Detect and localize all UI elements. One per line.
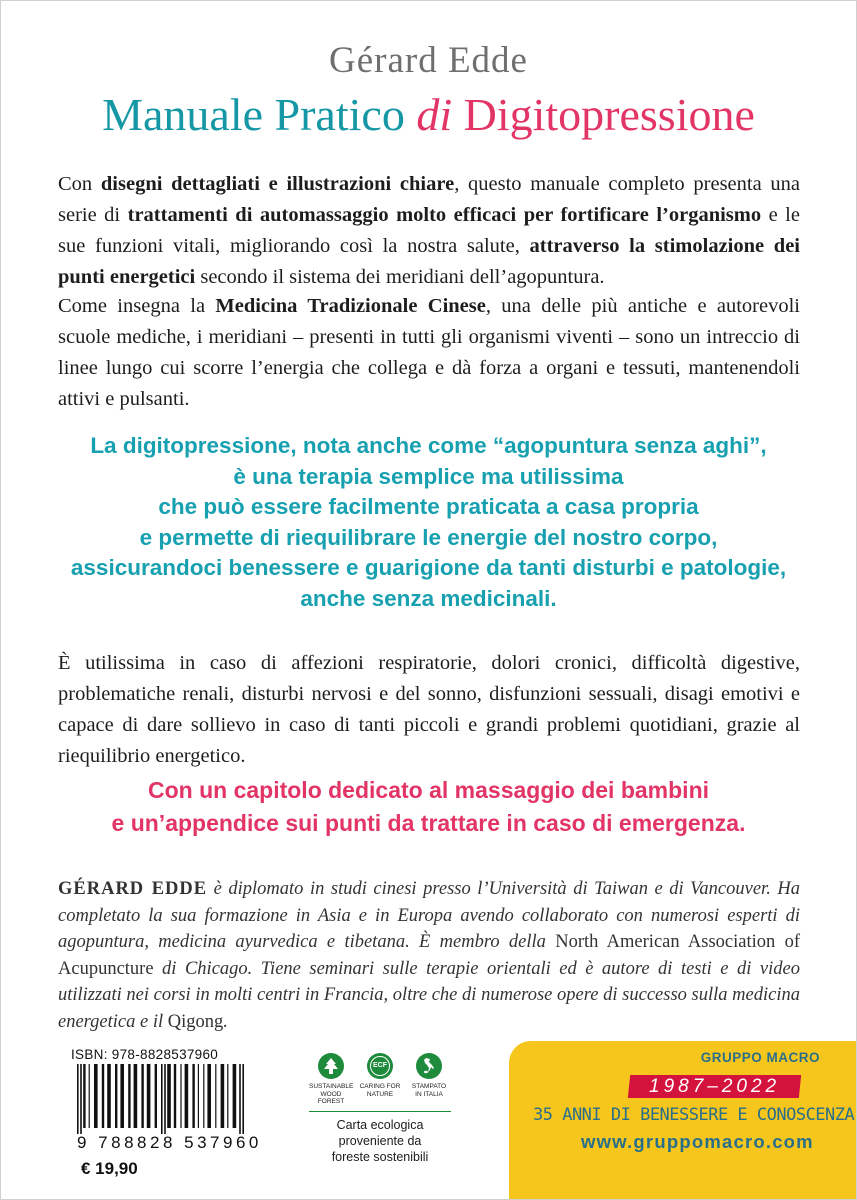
barcode-bar (185, 1064, 189, 1128)
p1-bold-2: trattamenti di automassaggio molto efficaci per fortificare l’organismo (127, 204, 762, 226)
barcode-bar (192, 1064, 194, 1128)
book-title (1, 89, 856, 141)
barcode-digits: 9 788828 537960 (77, 1133, 262, 1152)
eco-icons-row (309, 1053, 451, 1106)
eco-text-line: Carta ecologica (336, 1117, 424, 1132)
barcode-bar (203, 1064, 204, 1128)
eco-label: SUSTAINABLE WOOD FOREST (309, 1083, 354, 1105)
highlight-teal-line: assicurandoci benessere e guarigione da tanti disturbi e patologie, (70, 555, 787, 580)
p1-bold-3: attraverso la stimolazione dei punti energetici (58, 235, 801, 288)
ecf-text: ECF (370, 1056, 390, 1076)
eco-item-italy (407, 1053, 451, 1106)
eco-paper-text (309, 1117, 451, 1165)
eco-label: CARING FOR NATURE (359, 1083, 401, 1098)
publisher-banner (509, 1041, 857, 1200)
barcode-icon (71, 1064, 267, 1134)
highlight-pink-block (1, 774, 856, 840)
years-text: 1987–2022 (648, 1076, 781, 1097)
highlight-teal-line: anche senza medicinali. (300, 585, 557, 611)
barcode-bar (164, 1064, 166, 1134)
eco-item-forest (309, 1053, 353, 1106)
barcode-block (71, 1047, 271, 1134)
author-bio (58, 876, 800, 1035)
publisher-group: GRUPPO MACRO (700, 1050, 820, 1065)
italy-map-icon (416, 1053, 442, 1079)
barcode-bar (167, 1064, 171, 1128)
ecf-badge-icon (367, 1053, 393, 1079)
p1-text-4: secondo il sistema dei meridiani dell’agopuntura. (195, 266, 605, 288)
p2-bold-1: Medicina Tradizionale Cinese (215, 295, 486, 317)
price: € 19,90 (81, 1159, 138, 1178)
barcode-bar (89, 1064, 90, 1128)
barcode-bar (221, 1064, 225, 1128)
barcode-bar (94, 1064, 98, 1128)
highlight-teal-line: e permette di riequilibrare le energie del nostro corpo, (139, 524, 718, 550)
eco-label: STAMPATO IN ITALIA (411, 1083, 447, 1098)
author-name: Gérard Edde (329, 40, 528, 81)
barcode-bar (242, 1064, 244, 1134)
barcode-bar (227, 1064, 228, 1128)
p1-text-2: , questo manuale completo presenta una serie di (58, 173, 800, 226)
bio-author-name: GÉRARD EDDE (58, 879, 208, 899)
eco-text-line: foreste sostenibili (331, 1149, 429, 1164)
eco-item-ecf (358, 1053, 402, 1106)
highlight-teal-line: che può essere facilmente praticata a casa propria (158, 494, 699, 519)
title-part-3: Digitopressione (452, 89, 755, 140)
bio-text-1: è diplomato in studi cinesi presso l’Università di Taiwan e di Vancouver. Ha completato la sua formazione in Asia e in Europa avendo collaborato con numerosi esperti di agopuntura, medicina ayurvedica e tibetana. È membro della (58, 879, 800, 952)
barcode-bar (155, 1064, 157, 1128)
barcode-bar (83, 1064, 85, 1128)
title-part-2: di (416, 89, 453, 140)
barcode-bar (141, 1064, 143, 1128)
barcode-bar (80, 1064, 82, 1134)
highlight-pink-line: e un’appendice sui punti da trattare in caso di emergenza. (111, 810, 746, 836)
publisher-tagline: 35 ANNI DI BENESSERE E CONOSCENZA (533, 1105, 855, 1125)
barcode-bar (239, 1064, 241, 1134)
bio-text-3: . (223, 1011, 228, 1032)
barcode-bar (147, 1064, 151, 1128)
barcode-bar (207, 1064, 211, 1128)
barcode-bar (233, 1064, 237, 1128)
isbn-text: ISBN: 978-8828537960 (71, 1047, 219, 1062)
barcode-bar (180, 1064, 181, 1128)
p1-bold-1: disegni dettagliati e illustrazioni chiare (100, 173, 455, 195)
p2-text-1: Come insegna la (58, 295, 216, 317)
paragraph-intro (58, 169, 800, 293)
barcode-bar (161, 1064, 163, 1134)
bio-text-2: di Chicago. Tiene seminari sulle terapie orientali ed è autore di testi e di video utilizzati nei corsi in molti centri in Francia, oltre che di numerose opere di successo sulla medicina energetica e il (58, 958, 800, 1032)
barcode-bar (107, 1064, 111, 1128)
barcode-bar (128, 1064, 130, 1128)
barcode-bar (120, 1064, 124, 1128)
p1-text-1: Con (58, 173, 101, 195)
paragraph-benefits: È utilissima in caso di affezioni respiratorie, dolori cronici, difficoltà digestive, problematiche renali, disturbi nervosi e del sonno, disfunzioni sessuali, disagi emotivi e capace di dare sollievo in caso di tanti piccoli e grandi problemi quotidiani, grazie al riequilibrio energetico. (58, 652, 800, 767)
highlight-teal-block (1, 431, 856, 614)
barcode-bar (102, 1064, 104, 1128)
publisher-years (628, 1075, 801, 1098)
barcode-bar (134, 1064, 138, 1128)
eco-divider (309, 1111, 451, 1112)
barcode-bar (77, 1064, 79, 1134)
barcode-bar (115, 1064, 117, 1128)
p2-text-2: , una delle più antiche e autorevoli scuole mediche, i meridiani – presenti in tutti gli organismi viventi – sono un intreccio di linee lungo cui scorre l’energia che collega e dà forza a organi e tessuti, mantenendoli attivi e pulsanti. (58, 295, 800, 410)
tree-icon (318, 1053, 344, 1079)
publisher-url[interactable]: www.gruppomacro.com (581, 1131, 814, 1152)
p1-text-3: e le sue funzioni vitali, migliorando così la nostra salute, (58, 204, 800, 257)
highlight-pink-line: Con un capitolo dedicato al massaggio dei bambini (147, 777, 710, 803)
title-part-1: Manuale Pratico (102, 89, 417, 140)
bio-qigong: Qigong (167, 1011, 224, 1032)
paragraph-medicine (58, 291, 800, 415)
bio-association: North American Association of Acupuncture (58, 932, 800, 979)
highlight-teal-line: La digitopressione, nota anche come “agopuntura senza aghi”, (90, 433, 767, 458)
barcode-bar (198, 1064, 199, 1128)
eco-certification (309, 1053, 451, 1165)
highlight-teal-line: è una terapia semplice ma utilissima (233, 463, 624, 489)
eco-text-line: proveniente da (338, 1133, 422, 1148)
barcode-bar (174, 1064, 176, 1128)
barcode-bar (215, 1064, 216, 1128)
